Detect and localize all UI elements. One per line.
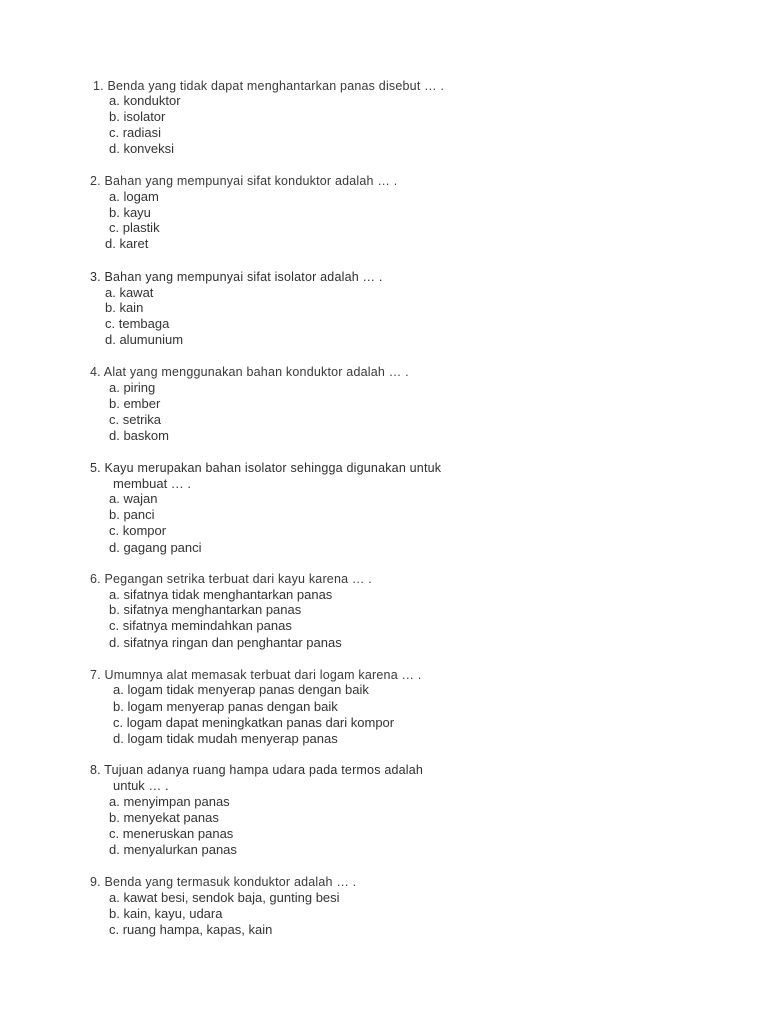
question-5-option-a: a. wajan: [109, 491, 158, 506]
question-2-text: 2. Bahan yang mempunyai sifat konduktor adalah … .: [90, 174, 398, 188]
question-4-option-d: d. baskom: [109, 428, 169, 443]
question-4-text: 4. Alat yang menggunakan bahan konduktor adalah … .: [90, 365, 409, 379]
question-1-option-d: d. konveksi: [109, 141, 175, 156]
question-4-option-a: a. piring: [109, 380, 156, 395]
question-9-option-c: c. ruang hampa, kapas, kain: [109, 922, 273, 937]
question-2-option-b: b. kayu: [109, 205, 151, 220]
question-7-option-a: a. logam tidak menyerap panas dengan baik: [113, 682, 369, 697]
question-8-option-c: c. meneruskan panas: [109, 826, 234, 841]
question-8-option-a: a. menyimpan panas: [109, 794, 230, 809]
question-8-option-d: d. menyalurkan panas: [109, 842, 237, 857]
question-6-option-d: d. sifatnya ringan dan penghantar panas: [109, 635, 342, 650]
question-6-option-c: c. sifatnya memindahkan panas: [109, 618, 292, 633]
question-7-option-d: d. logam tidak mudah menyerap panas: [113, 731, 338, 746]
question-1-option-b: b. isolator: [109, 109, 166, 124]
question-8-option-b: b. menyekat panas: [109, 810, 219, 825]
question-3-option-c: c. tembaga: [105, 316, 170, 331]
question-8-continuation: untuk … .: [113, 778, 169, 793]
question-7-option-b: b. logam menyerap panas dengan baik: [113, 699, 338, 714]
question-5-option-b: b. panci: [109, 507, 155, 522]
question-8-text: 8. Tujuan adanya ruang hampa udara pada termos adalah: [90, 763, 424, 777]
question-7-text: 7. Umumnya alat memasak terbuat dari logam karena … .: [90, 668, 422, 682]
question-2-option-a: a. logam: [109, 189, 159, 204]
question-4-option-c: c. setrika: [109, 412, 162, 427]
question-5-option-c: c. kompor: [109, 523, 167, 538]
question-3-option-a: a. kawat: [105, 285, 154, 300]
question-6-text: 6. Pegangan setrika terbuat dari kayu karena … .: [90, 572, 372, 586]
question-3-option-d: d. alumunium: [105, 332, 184, 347]
question-9-option-b: b. kain, kayu, udara: [109, 906, 223, 921]
question-5-continuation: membuat … .: [113, 476, 192, 491]
question-3-option-b: b. kain: [105, 300, 144, 315]
question-1-option-a: a. konduktor: [109, 93, 181, 108]
question-9-option-a: a. kawat besi, sendok baja, gunting besi: [109, 890, 340, 905]
question-1-option-c: c. radiasi: [109, 125, 162, 140]
question-6-option-b: b. sifatnya menghantarkan panas: [109, 602, 302, 617]
question-5-option-d: d. gagang panci: [109, 540, 202, 555]
question-3-text: 3. Bahan yang mempunyai sifat isolator adalah … .: [90, 270, 383, 284]
question-7-option-c: c. logam dapat meningkatkan panas dari kompor: [113, 715, 395, 730]
question-4-option-b: b. ember: [109, 396, 161, 411]
question-9-text: 9. Benda yang termasuk konduktor adalah … .: [90, 875, 357, 889]
question-6-option-a: a. sifatnya tidak menghantarkan panas: [109, 587, 333, 602]
question-1-text: 1. Benda yang tidak dapat menghantarkan panas disebut … .: [93, 79, 445, 93]
question-5-text: 5. Kayu merupakan bahan isolator sehingga digunakan untuk: [90, 461, 442, 475]
question-2-option-d: d. karet: [105, 236, 149, 251]
question-2-option-c: c. plastik: [109, 220, 160, 235]
